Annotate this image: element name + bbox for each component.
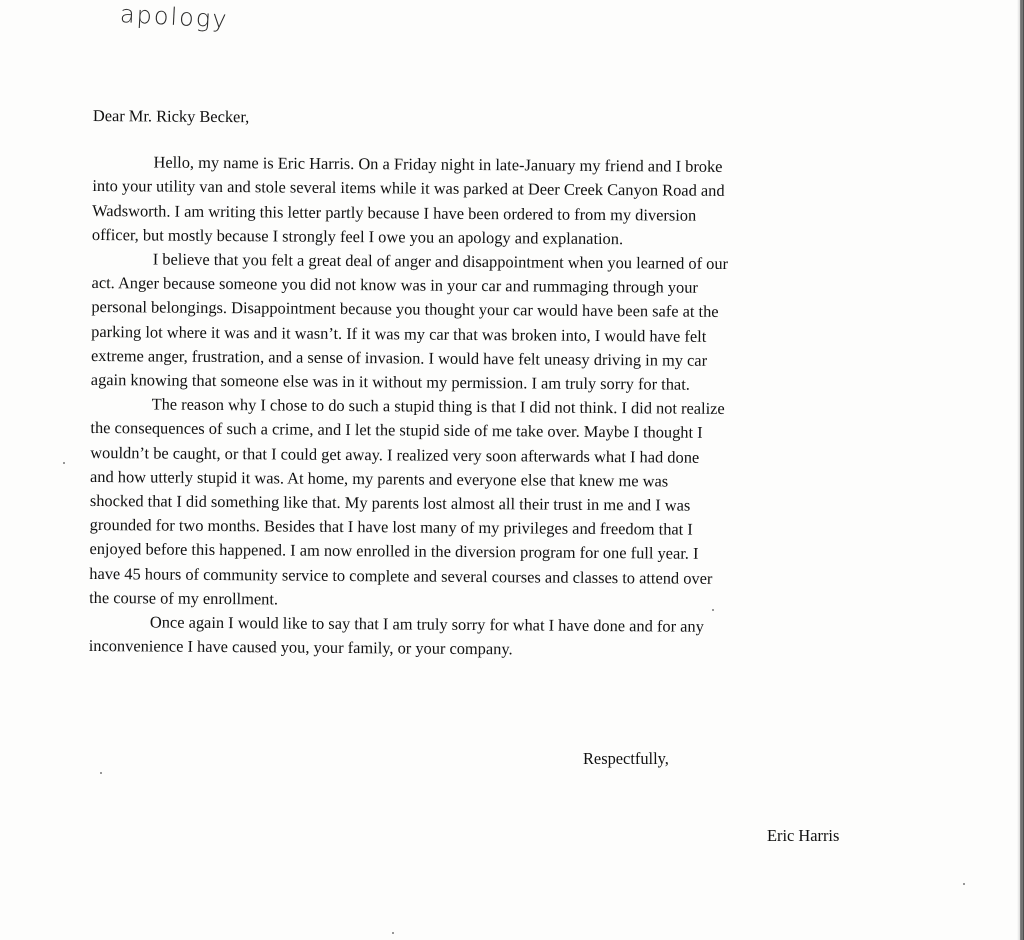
scan-edge-line <box>1020 0 1022 940</box>
salutation: Dear Mr. Ricky Becker, <box>92 105 250 127</box>
scan-speck <box>63 462 65 464</box>
paragraph-line: act. Anger because someone you did not know was in your car and rummaging through your <box>91 273 698 297</box>
paragraph-line: Wadsworth. I am writing this letter partly because I have been ordered to from my diversion <box>92 200 697 225</box>
paragraph-line: enjoyed before this happened. I am now enrolled in the diversion program for one full year. I <box>89 539 699 564</box>
paragraph-line: have 45 hours of community service to complete and several courses and classes to attend over <box>89 563 713 588</box>
paragraph-line: parking lot where it was and it wasn’t. If it was my car that was broken into, I would have felt <box>91 321 707 346</box>
paragraph-line: Once again I would like to say that I am truly sorry for what I have done and for any <box>149 612 704 636</box>
paragraph-line: The reason why I chose to do such a stupid thing is that I did not think. I did not realize <box>151 394 725 419</box>
paragraph-4 <box>89 610 889 665</box>
paragraph-line: extreme anger, frustration, and a sense of invasion. I would have felt uneasy driving in my car <box>90 345 708 370</box>
paragraph-line: again knowing that someone else was in it without my permission. I am truly sorry for that. <box>90 370 690 394</box>
paragraph-line: and how utterly stupid it was. At home, my parents and everyone else that knew me was <box>90 466 669 491</box>
scan-speck <box>100 772 102 774</box>
scan-speck <box>963 883 965 885</box>
paragraph-line: I believe that you felt a great deal of anger and disappointment when you learned of our <box>152 249 729 274</box>
closing: Respectfully, <box>583 749 669 768</box>
paragraph-line: wouldn’t be caught, or that I could get away. I realized very soon afterwards what I had done <box>90 442 700 467</box>
paragraph-line: the consequences of such a crime, and I let the stupid side of me take over. Maybe I thought I <box>90 418 703 443</box>
paragraph-line: shocked that I did something like that. My parents lost almost all their trust in me and I was <box>89 491 691 515</box>
paragraph-line: inconvenience I have caused you, your family, or your company. <box>88 636 513 659</box>
paragraph-line: officer, but mostly because I strongly feel I owe you an apology and explanation. <box>91 224 624 248</box>
signature-name: Eric Harris <box>767 826 840 845</box>
paragraph-line: into your utility van and stole several items while it was parked at Deer Creek Canyon Road and <box>92 176 725 201</box>
paragraph-line: Hello, my name is Eric Harris. On a Friday night in late-January my friend and I broke <box>153 152 723 177</box>
paragraph-1 <box>92 150 893 253</box>
paragraph-line: grounded for two months. Besides that I have lost many of my privileges and freedom that I <box>89 515 693 539</box>
paragraph-line: personal belongings. Disappointment because you thought your car would have been safe at the <box>91 297 719 322</box>
paragraph-line: the course of my enrollment. <box>89 587 279 609</box>
handwritten-note: apology <box>119 0 230 34</box>
paragraph-3 <box>89 392 891 616</box>
letter-body <box>89 104 893 665</box>
scan-speck <box>392 932 394 934</box>
paragraph-2 <box>91 247 892 398</box>
scan-speck <box>712 609 714 611</box>
